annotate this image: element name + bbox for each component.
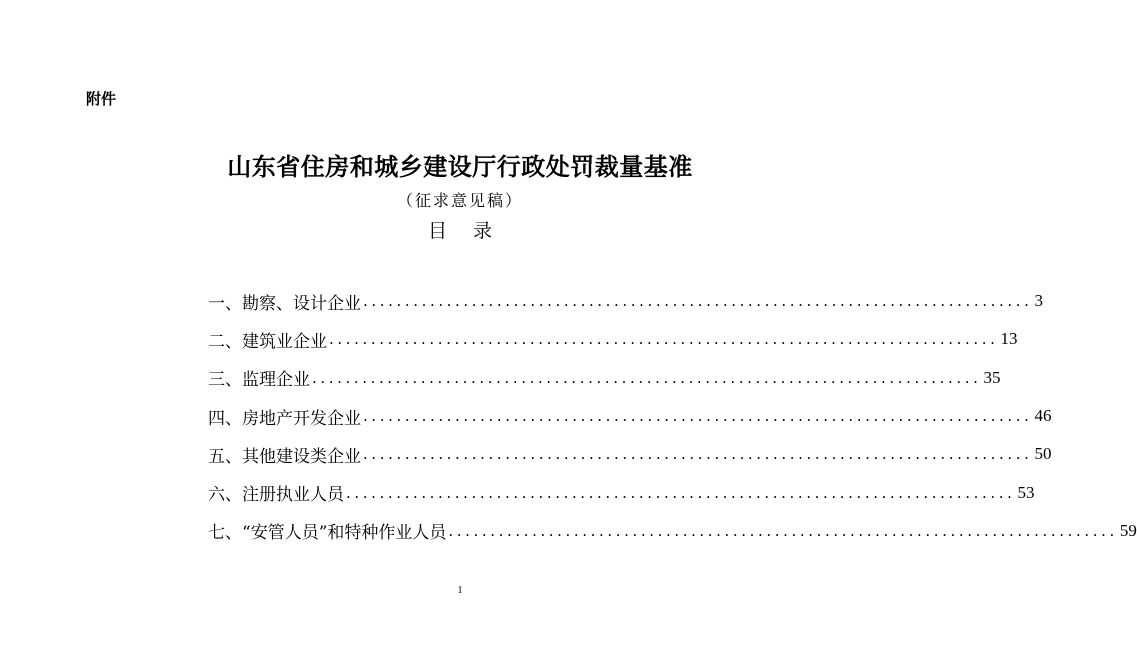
toc-leader-dots: ................................................................................ <box>363 445 1033 464</box>
toc-entry[interactable] <box>208 320 1018 358</box>
toc-leader-dots: ................................................................................ <box>329 330 999 349</box>
toc-leader-dots: ................................................................................ <box>312 368 982 387</box>
toc-entry-label: 六、注册执业人员 <box>208 485 344 506</box>
document-title: 山东省住房和城乡建设厅行政处罚裁量基准 <box>227 152 693 181</box>
toc-entry[interactable] <box>208 473 1035 511</box>
toc-leader-dots: ................................................................................ <box>346 483 1016 502</box>
toc-entry[interactable] <box>208 359 1001 397</box>
toc-leader-dots: ................................................................................ <box>363 407 1033 426</box>
toc-entry-page: 13 <box>1000 329 1018 349</box>
toc-entry-page: 59 <box>1119 520 1137 540</box>
toc-entry-label: 三、监理企业 <box>208 370 310 391</box>
toc-entry[interactable] <box>208 282 1043 320</box>
toc-entry[interactable] <box>208 397 1052 435</box>
toc-entry-label: 四、房地产开发企业 <box>208 408 361 429</box>
document-subtitle: （征求意见稿） <box>396 191 523 210</box>
table-of-contents <box>208 282 1137 550</box>
toc-entry-label: 七、“安管人员”和特种作业人员 <box>208 523 447 544</box>
toc-entry-page: 53 <box>1017 482 1035 502</box>
toc-entry-label: 五、其他建设类企业 <box>208 446 361 467</box>
toc-heading: 目 录 <box>427 220 503 242</box>
toc-entry-page: 35 <box>983 367 1001 387</box>
toc-entry-page: 50 <box>1034 444 1052 464</box>
toc-entry-label: 一、勘察、设计企业 <box>208 293 361 314</box>
toc-leader-dots: ................................................................................ <box>448 521 1118 540</box>
toc-entry-label: 二、建筑业企业 <box>208 331 327 352</box>
toc-leader-dots: ................................................................................ <box>363 292 1033 311</box>
toc-entry[interactable] <box>208 512 1137 550</box>
toc-entry-page: 46 <box>1034 406 1052 426</box>
page-number: 1 <box>457 585 463 596</box>
toc-entry[interactable] <box>208 435 1052 473</box>
toc-entry-page: 3 <box>1034 291 1043 311</box>
attachment-label: 附件 <box>86 90 117 108</box>
